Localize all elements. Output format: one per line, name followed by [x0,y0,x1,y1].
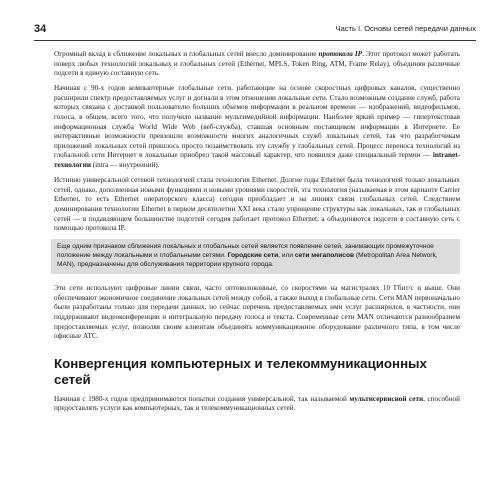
text: Еще одним признаком сближения локальных и глобальных сетей является появление сетей, занимающих промежуточное положение между локальными и глобальными сетями. [57,243,434,259]
paragraph-multiservice [54,395,460,414]
sidenote-box [51,239,460,274]
section-heading: Конвергенция компьютерных и телекоммуникационных сетей [54,355,427,387]
page-number: 34 [34,23,47,35]
text: Начиная с 1980-х годов предпринимаются попытки создания универсальной, так называемой [54,394,350,403]
text: Огромный вклад в сближение локальных и глобальных сетей внесло доминирование [54,50,319,58]
emphasis-term: сети мегаполисов [294,251,355,259]
text: (Metropolitan Area Network, MAN), предназначены для обслуживания территории крупного города. [57,251,438,268]
header-rule [34,40,476,41]
page-header [34,23,476,37]
text: , или [278,251,295,259]
emphasis-term: протокола IP [318,50,363,58]
text: , способной предоставлять услуги как компьютерных, так и телекоммуникационных сетей. [54,394,460,413]
emphasis-term: intranet-технологии [54,151,460,170]
text: Начиная с 90-х годов компьютерные глобальные сети, работающие на основе скоростных цифровых каналов, существенно расширили спектр предоставляемых услуг и догнали в этом отношении локальные сети. Стало возможным создание служб, работа которых связана с доставкой пользователю больших объемов информации в реальном времени — изображений, видеофильмов, голоса, в общем, всего того, что получило название мультимедийной информации. Наиболее яркий пример — гипертекстовая информационная служба World Wide Web (веб-служба), ставшая основным поставщиком информации в Интернете. Ее интерактивные возможности превзошли возможности многих аналогичных служб локальных сетей, так что разработчикам приложений локальных сетей пришлось просто позаимствовать эту службу у глобальных сетей. Процесс переноса технологий из глобальной сети Интернет в локальные приобрел такой массовый характер, что появился даже специальный термин — [54,84,460,160]
text: . Этот протокол может работать поверх любых технологий локальных и глобальных сетей (Ethernet, MPLS, Token Ring, ATM, Frame Relay), объединяя различные подсети в единую составную сеть. [54,50,460,78]
emphasis-term: мультисервисной сети [349,394,424,403]
paragraph-ethernet: Истинно универсальной сетевой технологией стала технология Ethernet. Долгие годы Ethernet была технологией только локальных сетей, однако, дополненная новыми функциями и новыми уровнями скоростей, эта технология (называемая в этом варианте Carrier Ethernet, то есть Ethernet операторского класса) сегодня преобладает и на линиях связи глобальных сетей. Следствием доминирования технологии Ethernet в первом десятилетии XXI века стало упрощение структуры как локальных, так и глобальных сетей — в подавляющем большинстве подсетей сегодня работает протокол Ethernet, а объединяются подсети в составную сеть с помощью протокола IP. [54,176,460,233]
emphasis-term: Городские сети [227,251,279,259]
running-title: Часть I. Основы сетей передачи данных [335,24,476,33]
paragraph-man: Эти сети используют цифровые линии связи, часто оптоволоконные, со скоростями на магистралях 10 Гбит/с и выше. Они обеспечивают экономичное соединение локальных сетей между собой, а также выход в глобальные сети. Сети MAN первоначально были разработаны только для передачи данных, но сейчас перечень предоставляемых ими услуг расширился, в частности, они поддерживают видеоконференции и интегральную передачу голоса и текста. Современные сети MAN отличаются разнообразием предоставляемых услуг, позволяя своим клиентам объединять коммуникационное оборудование различного типа, в том числе офисные АТС. [54,284,460,341]
paragraph-ip-protocol [54,50,460,79]
page-body [54,50,460,420]
paragraph-services [54,84,460,170]
text: (intra — внутренний). [90,161,160,170]
